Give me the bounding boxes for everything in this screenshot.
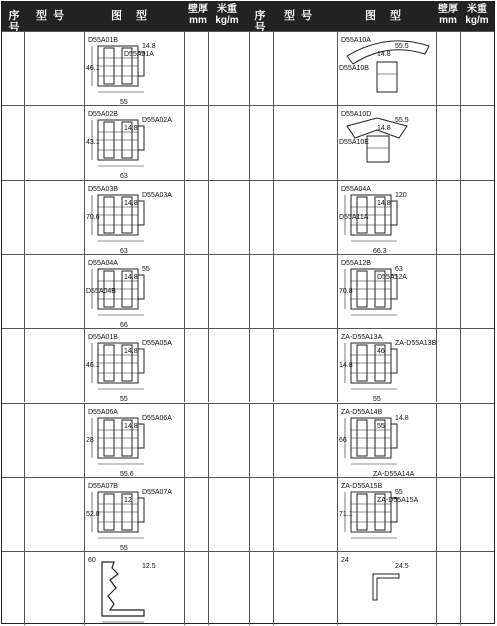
diagram-label: D55A12B	[341, 259, 371, 267]
cell-divider	[273, 404, 274, 477]
diagram-label: 71.1	[339, 510, 353, 518]
diagram-label: 55.5	[395, 117, 409, 125]
profile-diagram	[84, 108, 184, 181]
cell-divider	[436, 32, 437, 105]
profile-diagram	[337, 480, 436, 550]
diagram-label: 63	[395, 265, 403, 273]
cell-divider	[273, 106, 274, 179]
diagram-label: D55A04A	[341, 185, 371, 193]
diagram-label: D55A10D	[341, 111, 372, 119]
cell-divider	[24, 404, 25, 477]
diagram-label: 60	[88, 557, 96, 565]
cell-divider	[249, 255, 250, 328]
table-row	[2, 254, 494, 328]
cell-divider	[460, 32, 461, 105]
header-seq-right: 序号	[254, 10, 266, 34]
cell-divider	[184, 404, 185, 477]
diagram-label: 14.8	[124, 273, 138, 281]
cell-divider	[184, 255, 185, 328]
header-wall-right: 壁厚mm	[438, 4, 458, 26]
profile-diagram	[337, 554, 436, 624]
table-header	[2, 2, 494, 34]
profile-diagram	[84, 554, 184, 624]
diagram-label: D55A02A	[142, 117, 172, 125]
cell-divider	[436, 552, 437, 625]
cell-divider	[249, 552, 250, 625]
table-row	[2, 105, 494, 179]
diagram-label: 55.5	[395, 43, 409, 50]
diagram-label: 55	[120, 396, 128, 404]
diagram-label: D55A10B	[339, 65, 369, 72]
diagram-label: D55A04A	[88, 259, 118, 267]
profile-diagram	[337, 406, 436, 476]
diagram-label: 14.8	[124, 199, 138, 207]
diagram-label: 55	[120, 99, 128, 106]
diagram-label: D55A01A	[124, 51, 154, 58]
cell-divider	[436, 106, 437, 179]
profile-diagram	[84, 34, 184, 104]
cell-divider	[184, 552, 185, 625]
diagram-label: 46.1	[86, 362, 100, 370]
cell-divider	[460, 255, 461, 328]
cell-divider	[460, 404, 461, 477]
diagram-label: 14.8	[377, 51, 391, 58]
diagram-label: 14.8	[124, 125, 138, 133]
diagram-label: 66.3	[373, 247, 387, 255]
table-row	[2, 180, 494, 254]
table-row	[2, 31, 494, 105]
diagram-label: 70.6	[86, 213, 100, 221]
profile-diagram	[84, 257, 184, 327]
table-row	[2, 477, 494, 551]
cell-divider	[460, 181, 461, 254]
cell-divider	[273, 478, 274, 551]
diagram-label: 55	[377, 422, 385, 430]
diagram-label: D55A03A	[142, 191, 172, 199]
diagram-label: 66	[339, 436, 347, 444]
diagram-label: D55A03B	[88, 185, 118, 193]
diagram-label: 14.8	[377, 125, 391, 133]
cell-divider	[24, 478, 25, 551]
table-row	[2, 551, 494, 625]
profile-diagram	[84, 183, 184, 253]
diagram-label: 66	[120, 321, 128, 329]
cell-divider	[24, 329, 25, 402]
profile-diagram	[84, 480, 184, 550]
diagram-label: 43.1	[86, 139, 100, 147]
cell-divider	[436, 478, 437, 551]
diagram-label: ZA-D55A13A	[341, 334, 383, 342]
cell-divider	[249, 478, 250, 551]
cell-divider	[436, 255, 437, 328]
cell-divider	[24, 32, 25, 105]
profile-diagram	[337, 183, 436, 253]
diagram-label: 55	[142, 265, 150, 273]
cell-divider	[184, 478, 185, 551]
diagram-label: 120	[395, 191, 407, 199]
cell-divider	[436, 181, 437, 254]
cell-divider	[249, 106, 250, 179]
cell-divider	[24, 106, 25, 179]
cell-divider	[208, 478, 209, 551]
diagram-label: 28	[86, 436, 94, 444]
profile-diagram	[337, 108, 436, 178]
diagram-label: 12	[124, 496, 132, 504]
profile-diagram	[337, 257, 436, 327]
diagram-label: D55A01B	[88, 334, 118, 342]
diagram-label: 14.8	[124, 348, 138, 356]
header-wall: 壁厚mm	[188, 4, 208, 26]
diagram-label: ZA-D55A14A	[373, 470, 415, 478]
diagram-label: 63	[120, 173, 128, 181]
cell-divider	[273, 255, 274, 328]
profile-diagram	[337, 34, 436, 104]
cell-divider	[460, 106, 461, 179]
cell-divider	[460, 478, 461, 551]
diagram-label: ZA-D55A15A	[377, 496, 419, 504]
header-type-right: 型号	[284, 10, 318, 22]
profile-table	[1, 1, 495, 624]
diagram-label: 46	[377, 348, 385, 356]
diagram-label: 52.8	[86, 510, 100, 518]
profile-diagram	[84, 406, 184, 476]
diagram-label: 70.8	[339, 287, 353, 295]
cell-divider	[208, 552, 209, 625]
diagram-label: D55A12A	[377, 273, 407, 281]
diagram-label: D55A01B	[88, 37, 118, 44]
diagram-label: D55A07A	[142, 488, 172, 496]
table-row	[2, 328, 494, 402]
diagram-label: 55	[395, 488, 403, 496]
diagram-label: ZA-D55A13B	[395, 340, 437, 348]
diagram-label: 24.5	[395, 563, 409, 571]
diagram-label: 24	[341, 557, 349, 565]
diagram-label: ZA-D55A14B	[341, 408, 383, 416]
header-weight-right: 米重kg/m	[465, 4, 489, 26]
table-row	[2, 403, 494, 477]
header-seq: 序号	[8, 10, 20, 34]
diagram-label: D55A04B	[86, 287, 116, 295]
cell-divider	[184, 329, 185, 402]
cell-divider	[249, 404, 250, 477]
cell-divider	[208, 106, 209, 179]
header-diagram-right: 图型	[365, 10, 415, 22]
diagram-label: D55A06A	[142, 414, 172, 422]
diagram-label: D55A05A	[142, 340, 172, 348]
cell-divider	[273, 181, 274, 254]
diagram-label: D55A10A	[341, 37, 371, 44]
diagram-label: D55A02B	[88, 111, 118, 119]
cell-divider	[249, 32, 250, 105]
cell-divider	[460, 329, 461, 402]
diagram-label: 55	[120, 544, 128, 552]
cell-divider	[273, 32, 274, 105]
cell-divider	[208, 329, 209, 402]
diagram-label: D55A07B	[88, 482, 118, 490]
diagram-label: 14.8	[395, 414, 409, 422]
header-type: 型号	[36, 10, 70, 22]
diagram-label: 55	[373, 396, 381, 404]
diagram-label: 63	[120, 247, 128, 255]
cell-divider	[460, 552, 461, 625]
diagram-label: 14.8	[377, 199, 391, 207]
header-diagram: 图型	[111, 10, 161, 22]
cell-divider	[184, 106, 185, 179]
diagram-label: 14.8	[339, 362, 353, 370]
diagram-label: 14.8	[142, 43, 156, 50]
cell-divider	[24, 255, 25, 328]
profile-diagram	[337, 331, 437, 404]
cell-divider	[436, 404, 437, 477]
diagram-label: 55.6	[120, 470, 134, 478]
diagram-label: ZA-D55A15B	[341, 482, 383, 490]
cell-divider	[208, 181, 209, 254]
profile-diagram	[84, 331, 184, 404]
cell-divider	[208, 404, 209, 477]
cell-divider	[249, 181, 250, 254]
cell-divider	[24, 552, 25, 625]
diagram-label: 14.8	[124, 422, 138, 430]
cell-divider	[249, 329, 250, 402]
cell-divider	[184, 181, 185, 254]
cell-divider	[273, 329, 274, 402]
diagram-label: D55A10E	[339, 139, 369, 147]
diagram-label: 46.1	[86, 65, 100, 72]
cell-divider	[208, 32, 209, 105]
cell-divider	[24, 181, 25, 254]
diagram-label: D55A11A	[339, 213, 369, 221]
diagram-label: 12.5	[142, 563, 156, 571]
cell-divider	[184, 32, 185, 105]
diagram-label: D55A06A	[88, 408, 118, 416]
cell-divider	[273, 552, 274, 625]
header-weight: 米重kg/m	[215, 4, 239, 26]
cell-divider	[208, 255, 209, 328]
